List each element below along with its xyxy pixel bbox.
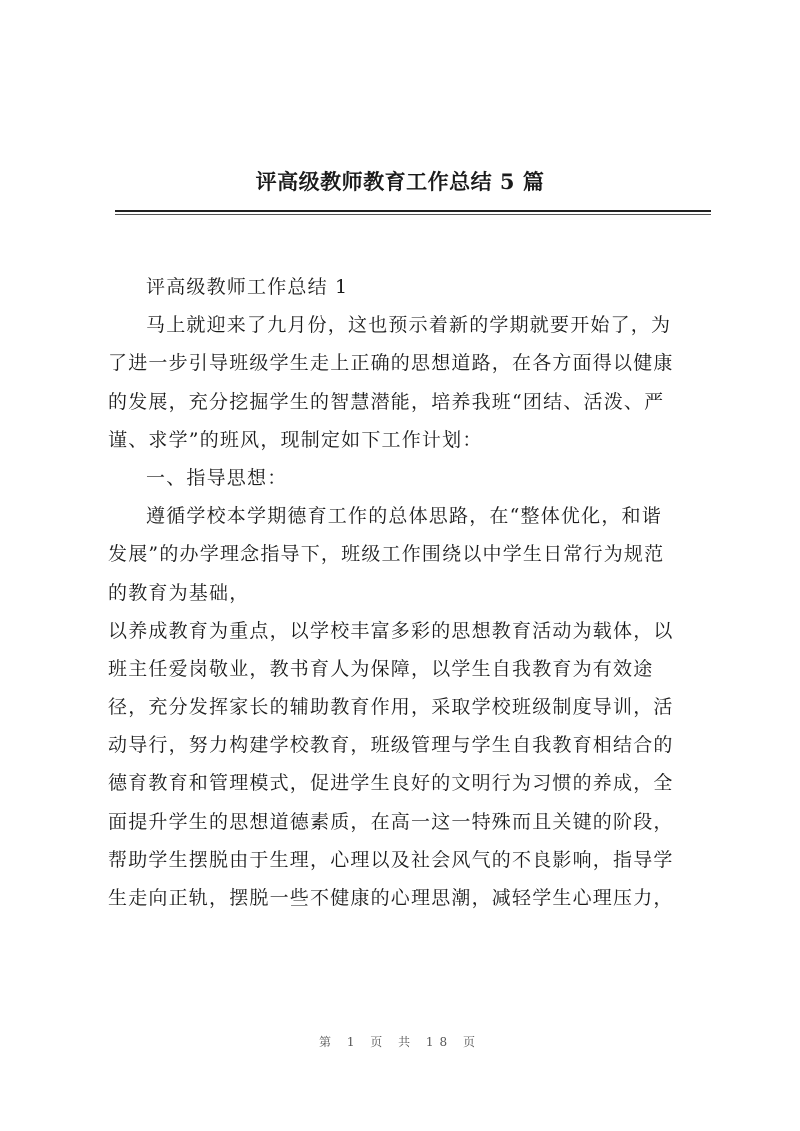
title-rule-thick <box>115 210 711 212</box>
paragraph-line: 动导行，努力构建学校教育，班级管理与学生自我教育相结合的 <box>108 734 674 757</box>
paragraph-line: 面提升学生的思想道德素质，在高一这一特殊而且关键的阶段， <box>108 810 674 833</box>
document-title: 评高级教师教育工作总结 5 篇 <box>255 169 545 194</box>
paragraph-line: 径，充分发挥家长的辅助教育作用，采取学校班级制度导训，活 <box>108 696 674 719</box>
paragraph-line: 的发展，充分挖掘学生的智慧潜能，培养我班“团结、活泼、严 <box>108 390 665 413</box>
paragraph-line: 谨、求学”的班风，现制定如下工作计划： <box>108 428 483 451</box>
paragraph-line: 一、指导思想： <box>146 466 288 489</box>
paragraph-line: 以养成教育为重点，以学校丰富多彩的思想教育活动为载体，以 <box>108 619 674 642</box>
paragraph-line: 马上就迎来了九月份，这也预示着新的学期就要开始了，为 <box>146 314 672 337</box>
paragraph-line: 遵循学校本学期德育工作的总体思路，在“整体优化，和谐 <box>146 505 662 528</box>
paragraph-line: 评高级教师工作总结 1 <box>146 276 349 298</box>
paragraph-line: 生走向正轨，摆脱一些不健康的心理思潮，减轻学生心理压力， <box>108 887 674 909</box>
paragraph-line: 帮助学生摆脱由于生理，心理以及社会风气的不良影响，指导学 <box>108 848 674 871</box>
title-rule-thin <box>115 214 711 215</box>
paragraph-line: 班主任爱岗敬业，教书育人为保障，以学生自我教育为有效途 <box>108 657 654 680</box>
page-footer: 第 1 页 共 18 页 <box>319 1035 481 1049</box>
paragraph-line: 的教育为基础， <box>108 581 250 604</box>
document-body <box>108 268 718 917</box>
paragraph-line: 了进一步引导班级学生走上正确的思想道路，在各方面得以健康 <box>108 352 674 375</box>
paragraph-line: 发展”的办学理念指导下，班级工作围绕以中学生日常行为规范 <box>108 543 665 566</box>
paragraph-line: 德育教育和管理模式，促进学生良好的文明行为习惯的养成，全 <box>108 772 674 795</box>
